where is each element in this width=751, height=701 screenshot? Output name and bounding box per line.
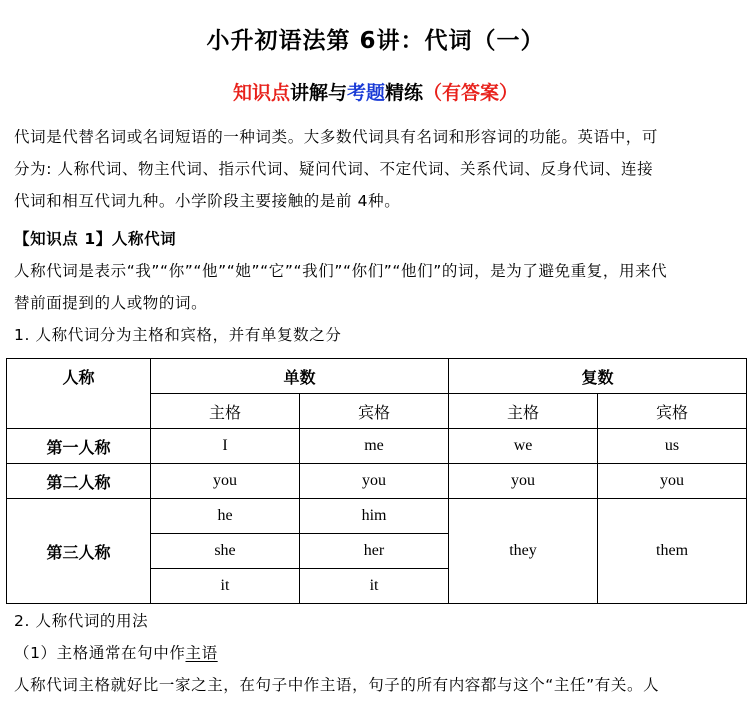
cell-singular-object: him: [300, 499, 449, 534]
table-row: [7, 499, 747, 534]
cell-singular-subject: she: [151, 534, 300, 569]
document-title: 小升初语法第 6讲：代词（一）: [206, 28, 545, 54]
subheader-singular-subject: 主格: [151, 394, 300, 429]
header-singular: 单数: [151, 359, 449, 394]
cell-plural-object-third: them: [598, 499, 747, 604]
section1-heading: 【知识点 1】人称代词: [14, 230, 177, 248]
section2-sub-1: [14, 637, 740, 669]
cell-plural-subject: you: [449, 464, 598, 499]
document-subtitle: [0, 78, 751, 105]
sub1-prefix: （1）主格通常在句中作: [14, 644, 186, 662]
table-row: [7, 464, 747, 499]
cell-singular-subject: he: [151, 499, 300, 534]
cell-singular-object: me: [300, 429, 449, 464]
row-person: 第一人称: [7, 429, 151, 464]
cell-singular-subject: I: [151, 429, 300, 464]
cell-singular-object: her: [300, 534, 449, 569]
subtitle-practice: 精练: [385, 82, 424, 104]
subheader-plural-object: 宾格: [598, 394, 747, 429]
cell-singular-object: you: [300, 464, 449, 499]
subtitle-knowledge: 知识点: [232, 82, 290, 104]
subtitle-answers: （有答案）: [423, 82, 519, 104]
subtitle-explain: 讲解与: [289, 82, 347, 104]
cell-plural-object: you: [598, 464, 747, 499]
pronoun-table: [6, 358, 747, 604]
cell-plural-subject-third: they: [449, 499, 598, 604]
intro-line-1: 代词是代替名词或名词短语的一种词类。大多数代词具有名词和形容词的功能。英语中，可: [14, 128, 659, 146]
header-plural: 复数: [449, 359, 747, 394]
subheader-plural-subject: 主格: [449, 394, 598, 429]
table-header-row: [7, 359, 747, 394]
section1-definition-line-1: 人称代词是表示“我”“你”“他”“她”“它”“我们”“你们”“他们”的词，是为了避免重复，用来代: [14, 262, 668, 280]
section1-block: [14, 223, 740, 351]
header-person: 人称: [7, 359, 151, 429]
intro-line-3: 代词和相互代词九种。小学阶段主要接触的是前 4种。: [14, 192, 401, 210]
section2-point-2: 2. 人称代词的用法: [14, 612, 149, 630]
row-person: 第二人称: [7, 464, 151, 499]
section2-block: [14, 605, 740, 701]
cell-plural-object: us: [598, 429, 747, 464]
cell-singular-subject: you: [151, 464, 300, 499]
subtitle-exam: 考题: [346, 82, 385, 104]
section1-definition-line-2: 替前面提到的人或物的词。: [14, 294, 208, 312]
intro-line-2: 分为: 人称代词、物主代词、指示代词、疑问代词、不定代词、关系代词、反身代词、连接: [14, 160, 654, 178]
cell-singular-object: it: [300, 569, 449, 604]
section2-cut-line: 人称代词主格就好比一家之主，在句子中作主语，句子的所有内容都与这个“主任”有关。人: [14, 676, 660, 694]
sub1-underlined: 主语: [185, 644, 218, 662]
cell-plural-subject: we: [449, 429, 598, 464]
section1-point-1: 1. 人称代词分为主格和宾格，并有单复数之分: [14, 326, 342, 344]
table-row: [7, 429, 747, 464]
subheader-singular-object: 宾格: [300, 394, 449, 429]
row-person-third: 第三人称: [7, 499, 151, 604]
intro-paragraph: [14, 121, 740, 217]
cell-singular-subject: it: [151, 569, 300, 604]
